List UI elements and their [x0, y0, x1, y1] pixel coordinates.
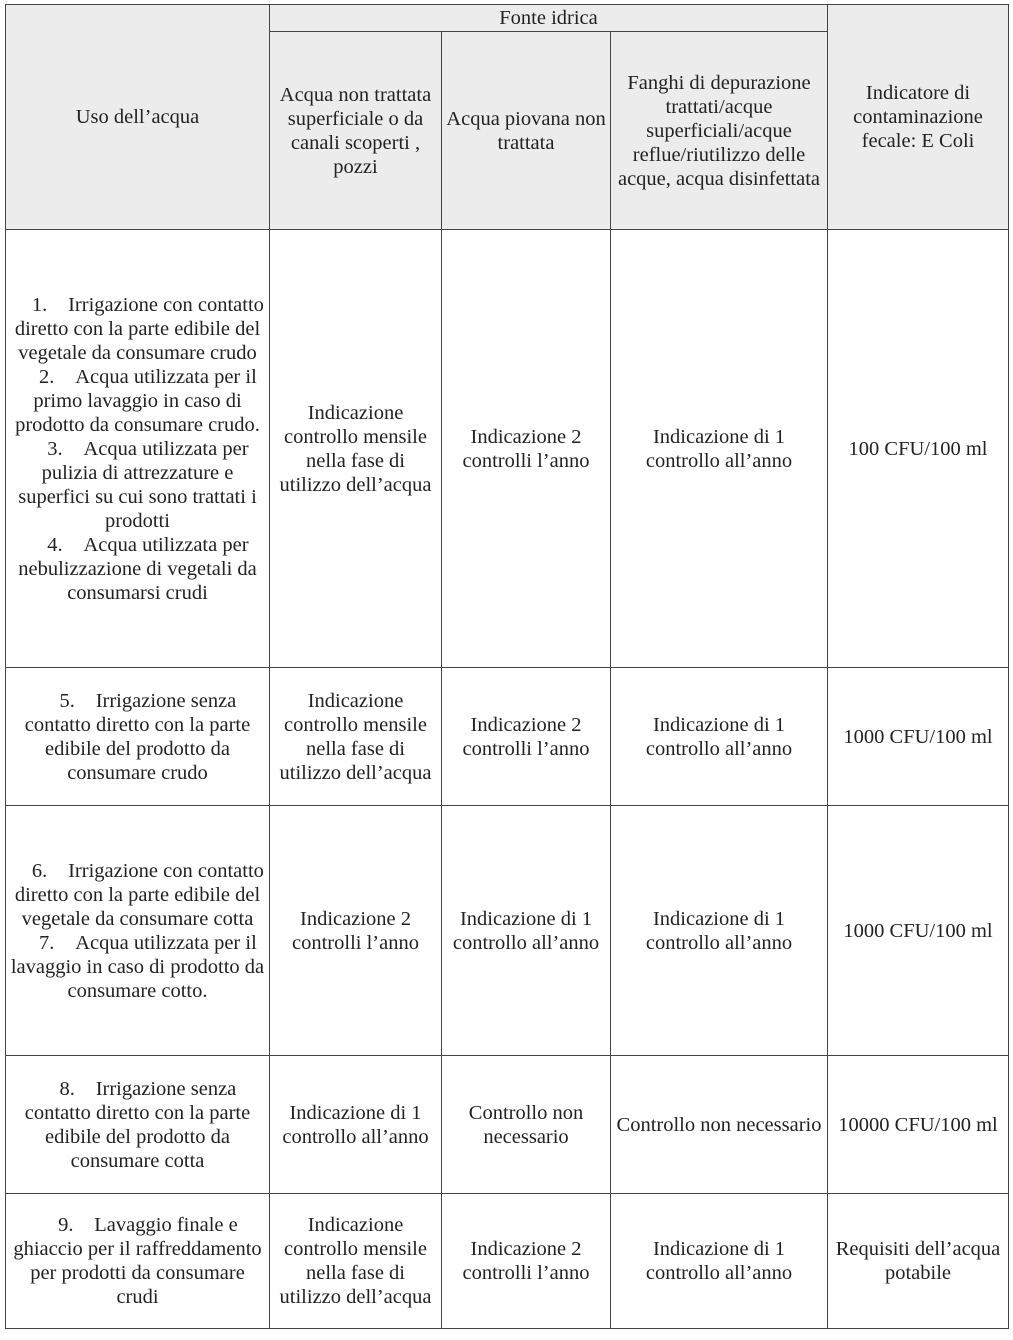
header-acqua-non-trattata: Acqua non trattata superficiale o da canali scoperti , pozzi [270, 32, 442, 230]
list-item: 4. Acqua utilizzata per nebulizzazione di vegetali da consumarsi crudi [18, 533, 257, 604]
water-use-table [5, 4, 1009, 1329]
header-uso: Uso dell’acqua [6, 5, 270, 230]
cell-acqua-piovana: Indicazione 2 controlli l’anno [442, 668, 611, 806]
uso-cell [6, 1056, 270, 1194]
cell-acqua-non-trattata: Indicazione 2 controlli l’anno [270, 806, 442, 1056]
cell-e-coli: 1000 CFU/100 ml [828, 806, 1009, 1056]
cell-e-coli: 10000 CFU/100 ml [828, 1056, 1009, 1194]
header-fanghi-depurazione: Fanghi di depurazione trattati/acque superficiali/acque reflue/riutilizzo delle acque, acqua disinfettata [611, 32, 828, 230]
list-item: 3. Acqua utilizzata per pulizia di attrezzature e superfici su cui sono trattati i prodotti [18, 437, 257, 532]
list-item: 1. Irrigazione con contatto diretto con la parte edibile del vegetale da consumare crudo [14, 293, 264, 364]
list-item: 6. Irrigazione con contatto diretto con la parte edibile del vegetale da consumare cotta [14, 859, 264, 930]
uso-cell [6, 230, 270, 668]
cell-fanghi: Controllo non necessario [611, 1056, 828, 1194]
table-row [6, 230, 1009, 668]
table-row [6, 668, 1009, 806]
header-acqua-piovana: Acqua piovana non trattata [442, 32, 611, 230]
cell-e-coli: Requisiti dell’acqua potabile [828, 1194, 1009, 1329]
uso-cell [6, 668, 270, 806]
cell-acqua-piovana: Indicazione di 1 controllo all’anno [442, 806, 611, 1056]
table-row [6, 806, 1009, 1056]
cell-acqua-non-trattata: Indicazione controllo mensile nella fase di utilizzo dell’acqua [270, 668, 442, 806]
cell-e-coli: 100 CFU/100 ml [828, 230, 1009, 668]
cell-fanghi: Indicazione di 1 controllo all’anno [611, 1194, 828, 1329]
cell-acqua-piovana: Indicazione 2 controlli l’anno [442, 1194, 611, 1329]
header-indicatore: Indicatore di contaminazione fecale: E Coli [828, 5, 1009, 230]
list-item: 7. Acqua utilizzata per il lavaggio in caso di prodotto da consumare cotto. [10, 931, 265, 1002]
header-row-top [6, 5, 1009, 32]
cell-acqua-non-trattata: Indicazione controllo mensile nella fase di utilizzo dell’acqua [270, 230, 442, 668]
list-item: 2. Acqua utilizzata per il primo lavaggio in caso di prodotto da consumare crudo. [15, 365, 260, 436]
list-item: 9. Lavaggio finale e ghiaccio per il raffreddamento per prodotti da consumare crudi [13, 1214, 262, 1308]
list-item: 8. Irrigazione senza contatto diretto con la parte edibile del prodotto da consumare cotta [24, 1077, 251, 1172]
uso-cell [6, 806, 270, 1056]
cell-acqua-piovana: Controllo non necessario [442, 1056, 611, 1194]
cell-acqua-piovana: Indicazione 2 controlli l’anno [442, 230, 611, 668]
cell-acqua-non-trattata: Indicazione di 1 controllo all’anno [270, 1056, 442, 1194]
cell-fanghi: Indicazione di 1 controllo all’anno [611, 230, 828, 668]
cell-acqua-non-trattata: Indicazione controllo mensile nella fase di utilizzo dell’acqua [270, 1194, 442, 1329]
cell-fanghi: Indicazione di 1 controllo all’anno [611, 668, 828, 806]
header-fonte-idrica: Fonte idrica [270, 5, 828, 32]
table-row [6, 1056, 1009, 1194]
table-row [6, 1194, 1009, 1329]
list-item: 5. Irrigazione senza contatto diretto con la parte edibile del prodotto da consumare crudo [24, 689, 251, 784]
cell-e-coli: 1000 CFU/100 ml [828, 668, 1009, 806]
cell-fanghi: Indicazione di 1 controllo all’anno [611, 806, 828, 1056]
uso-cell [6, 1194, 270, 1329]
